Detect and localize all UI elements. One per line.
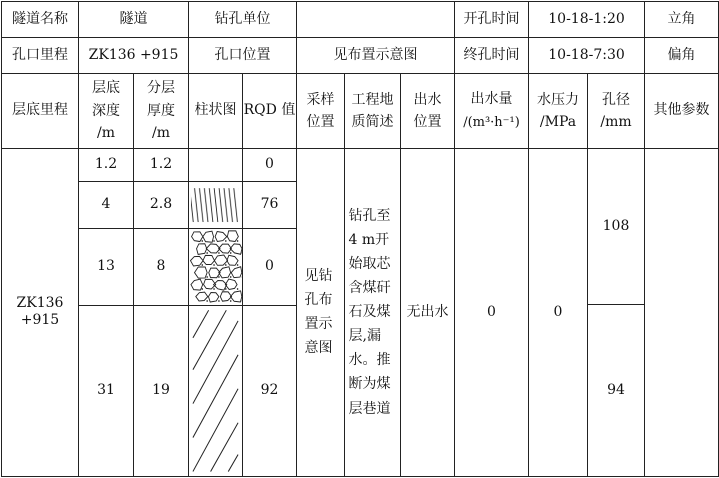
start-time-label: 开孔时间	[455, 2, 529, 38]
end-time-value: 10-18-7:30	[529, 38, 645, 74]
azimuth-label: 偏角	[645, 38, 719, 74]
layer-depth: 4	[79, 181, 134, 228]
layer-row-1	[2, 148, 719, 181]
layer-depth: 31	[79, 306, 134, 477]
tunnel-name-value: 隧道	[79, 2, 189, 38]
col-layer-depth: 层底 深度 /m	[79, 74, 134, 148]
hole-chainage-label: 孔口里程	[2, 38, 79, 74]
rqd-value: 0	[243, 228, 297, 305]
header-row-1	[2, 2, 719, 38]
col-hole-diameter: 孔径 /mm	[588, 74, 645, 148]
tunnel-name-label: 隧道名称	[2, 2, 79, 38]
hole-diameter-2: 94	[588, 305, 645, 477]
header-row-2	[2, 38, 719, 74]
layer-thickness: 19	[134, 306, 189, 477]
sampling-position-value: 见钻孔布置示意图	[297, 148, 345, 476]
rqd-value: 92	[243, 306, 297, 477]
dense-hatch-pattern	[189, 181, 243, 228]
rqd-value: 76	[243, 181, 297, 228]
end-time-label: 终孔时间	[455, 38, 529, 74]
col-column-chart: 柱状图	[189, 74, 243, 148]
col-sampling-position: 采样 位置	[297, 74, 345, 148]
col-other-params: 其他参数	[645, 74, 719, 148]
col-water-position: 出水 位置	[401, 74, 455, 148]
column-header-row	[2, 74, 719, 148]
col-layer-thickness: 分层 厚度 /m	[134, 74, 189, 148]
borehole-log-table	[1, 1, 719, 477]
hole-diameter-1: 108	[588, 148, 645, 305]
rqd-value: 0	[243, 148, 297, 181]
hole-chainage-value: ZK136 +915	[79, 38, 189, 74]
col-layer-chainage: 层底里程	[2, 74, 79, 148]
start-time-value: 10-18-1:20	[529, 2, 645, 38]
water-volume-value: 0	[455, 148, 529, 476]
col-water-volume: 出水量 /(m³·h⁻¹)	[455, 74, 529, 148]
chainage-value: ZK136 +915	[2, 148, 79, 476]
layer-thickness: 2.8	[134, 181, 189, 228]
layer-depth: 1.2	[79, 148, 134, 181]
col-geology: 工程地 质简述	[345, 74, 401, 148]
layer-depth: 13	[79, 228, 134, 305]
layer-thickness: 1.2	[134, 148, 189, 181]
layer-thickness: 8	[134, 228, 189, 305]
elevation-label: 立角	[645, 2, 719, 38]
sparse-hatch-pattern	[189, 306, 243, 477]
rubble-pattern	[189, 228, 243, 305]
other-params-value	[645, 148, 719, 476]
hole-position-value: 见布置示意图	[297, 38, 455, 74]
drill-unit-label: 钻孔单位	[189, 2, 297, 38]
column-chart-cell	[189, 148, 243, 181]
drill-unit-value	[297, 2, 455, 38]
water-position-value: 无出水	[401, 148, 455, 476]
col-rqd: RQD 值	[243, 74, 297, 148]
water-pressure-value: 0	[529, 148, 588, 476]
col-water-pressure: 水压力 /MPa	[529, 74, 588, 148]
geology-description: 钻孔至4 m开始取芯含煤矸石及煤层,漏水。推断为煤层巷道	[345, 148, 401, 476]
hole-position-label: 孔口位置	[189, 38, 297, 74]
